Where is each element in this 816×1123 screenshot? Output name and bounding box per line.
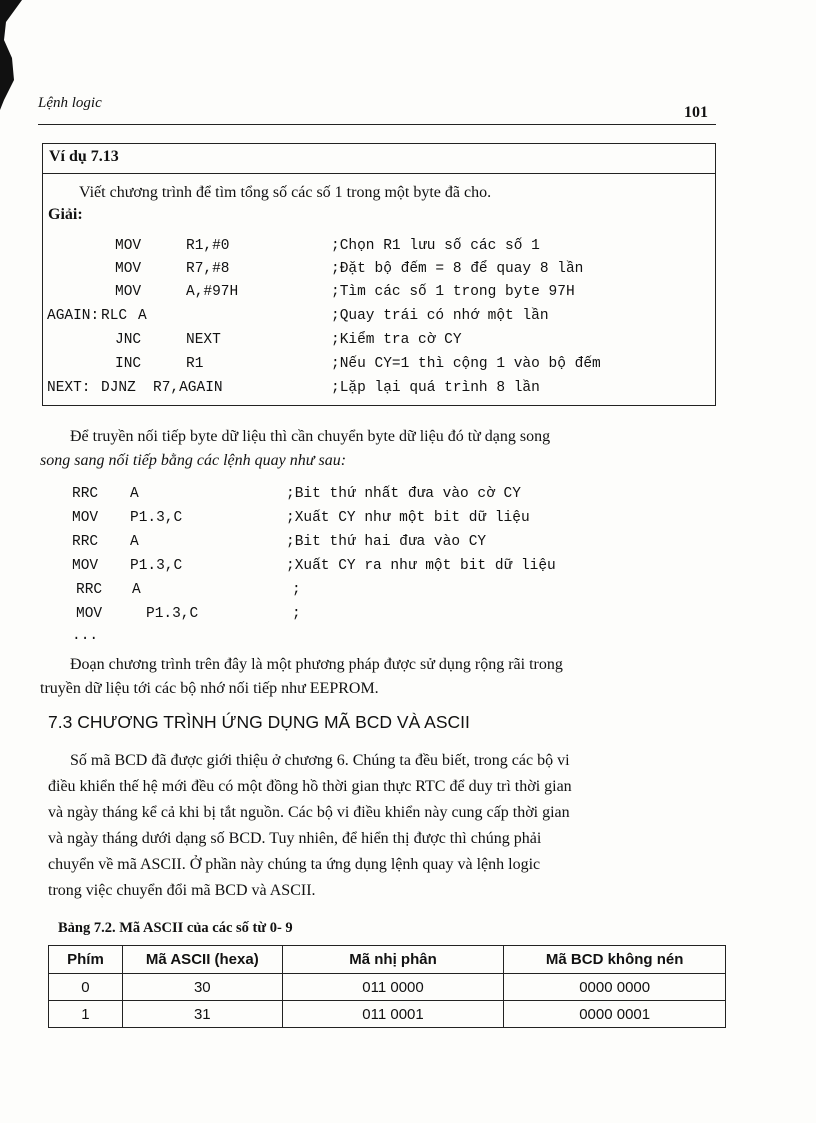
code-args: R7,#8	[186, 261, 230, 277]
code-args: P1.3,C	[130, 510, 183, 526]
code-op: RRC	[76, 582, 103, 598]
header-rule	[38, 124, 716, 125]
code-args: R1	[186, 356, 204, 372]
table-cell: 011 0000	[282, 974, 504, 1001]
summary-line-2: truyền dữ liệu tới các bộ nhớ nối tiếp như EEPROM.	[40, 680, 379, 697]
code-args: A	[130, 486, 139, 502]
code-op: MOV	[72, 510, 99, 526]
code-op: INC	[115, 356, 142, 372]
code-op: MOV	[115, 261, 142, 277]
code-label: AGAIN:	[47, 308, 100, 324]
paragraph-line: và ngày tháng dưới dạng số BCD. Tuy nhiên, để hiển thị được thì chúng phải	[48, 830, 542, 847]
code-comment: ;Bit thứ nhất đưa vào cờ CY	[286, 486, 521, 502]
code-args: R1,#0	[186, 238, 230, 254]
intro-line-1: Để truyền nối tiếp byte dữ liệu thì cần chuyển byte dữ liệu đó từ dạng song	[70, 428, 551, 445]
code-args: A	[130, 534, 139, 550]
code-comment: ;Xuất CY như một bit dữ liệu	[286, 510, 530, 526]
table-cell: 30	[122, 974, 282, 1001]
page-corner-mark	[0, 0, 30, 110]
table-header-cell: Mã BCD không nén	[504, 946, 726, 974]
table-cell: 0000 0001	[504, 1001, 726, 1028]
table-header-cell: Phím	[49, 946, 123, 974]
code-comment: ;Chọn R1 lưu số các số 1	[331, 238, 540, 254]
code-op: RLC	[101, 308, 128, 324]
table-header-cell: Mã ASCII (hexa)	[122, 946, 282, 974]
paragraph-line: và ngày tháng kể cả khi bị tắt nguồn. Các bộ vi điều khiển này cung cấp thời gian	[48, 804, 570, 821]
table-header-row	[49, 946, 726, 974]
code-op: MOV	[115, 284, 142, 300]
code-comment: ;	[292, 582, 301, 598]
intro-line-2: song sang nối tiếp bằng các lệnh quay như sau:	[40, 452, 347, 469]
summary-line-1: Đoạn chương trình trên đây là một phương pháp được sử dụng rộng rãi trong	[70, 656, 563, 673]
ascii-table	[48, 945, 726, 1028]
example-title: Ví dụ 7.13	[43, 144, 715, 174]
code-op: DJNZ	[101, 380, 136, 396]
table-cell: 1	[49, 1001, 123, 1028]
code-comment: ;Bit thứ hai đưa vào CY	[286, 534, 487, 550]
code-op: JNC	[115, 332, 142, 348]
code-args: NEXT	[186, 332, 221, 348]
code-comment: ;Lặp lại quá trình 8 lần	[331, 380, 540, 396]
example-box	[42, 143, 716, 406]
paragraph-line: chuyển về mã ASCII. Ở phần này chúng ta ứng dụng lệnh quay và lệnh logic	[48, 856, 541, 873]
code-args: R7,AGAIN	[153, 380, 223, 396]
table-cell: 011 0001	[282, 1001, 504, 1028]
code-op: MOV	[115, 238, 142, 254]
code-comment: ;Xuất CY ra như một bit dữ liệu	[286, 558, 556, 574]
header-title: Lệnh logic	[38, 95, 102, 111]
table-header-cell: Mã nhị phân	[282, 946, 504, 974]
code-args: P1.3,C	[130, 558, 183, 574]
solution-label: Giải:	[48, 206, 83, 223]
paragraph-line: điều khiển thế hệ mới đều có một đồng hồ thời gian thực RTC để duy trì thời gian	[48, 778, 572, 795]
code-comment: ;Tìm các số 1 trong byte 97H	[331, 284, 575, 300]
page-number: 101	[684, 104, 708, 121]
code-args: A	[138, 308, 147, 324]
table-row	[49, 974, 726, 1001]
table-cell: 0000 0000	[504, 974, 726, 1001]
table-cell: 31	[122, 1001, 282, 1028]
code-args: P1.3,C	[146, 606, 199, 622]
code-args: A	[132, 582, 141, 598]
code-op: MOV	[76, 606, 103, 622]
code-comment: ;Nếu CY=1 thì cộng 1 vào bộ đếm	[331, 356, 601, 372]
example-prompt: Viết chương trình để tìm tổng số các số 1 trong một byte đã cho.	[79, 184, 492, 201]
code-comment: ;Quay trái có nhớ một lần	[331, 308, 549, 324]
code-args: A,#97H	[186, 284, 239, 300]
code-comment: ;	[292, 606, 301, 622]
code-ellipsis: ...	[72, 628, 99, 644]
table-cell: 0	[49, 974, 123, 1001]
code-op: RRC	[72, 534, 99, 550]
code-op: RRC	[72, 486, 99, 502]
code-label: NEXT:	[47, 380, 91, 396]
code-op: MOV	[72, 558, 99, 574]
paragraph-line: trong việc chuyển đổi mã BCD và ASCII.	[48, 882, 316, 899]
table-caption: Bảng 7.2. Mã ASCII của các số từ 0- 9	[58, 920, 293, 936]
section-heading: 7.3 CHƯƠNG TRÌNH ỨNG DỤNG MÃ BCD VÀ ASCII	[48, 712, 470, 732]
table-row	[49, 1001, 726, 1028]
paragraph-line: Số mã BCD đã được giới thiệu ở chương 6. Chúng ta đều biết, trong các bộ vi	[70, 752, 570, 769]
code-comment: ;Kiểm tra cờ CY	[331, 332, 462, 348]
code-comment: ;Đặt bộ đếm = 8 để quay 8 lần	[331, 261, 584, 277]
